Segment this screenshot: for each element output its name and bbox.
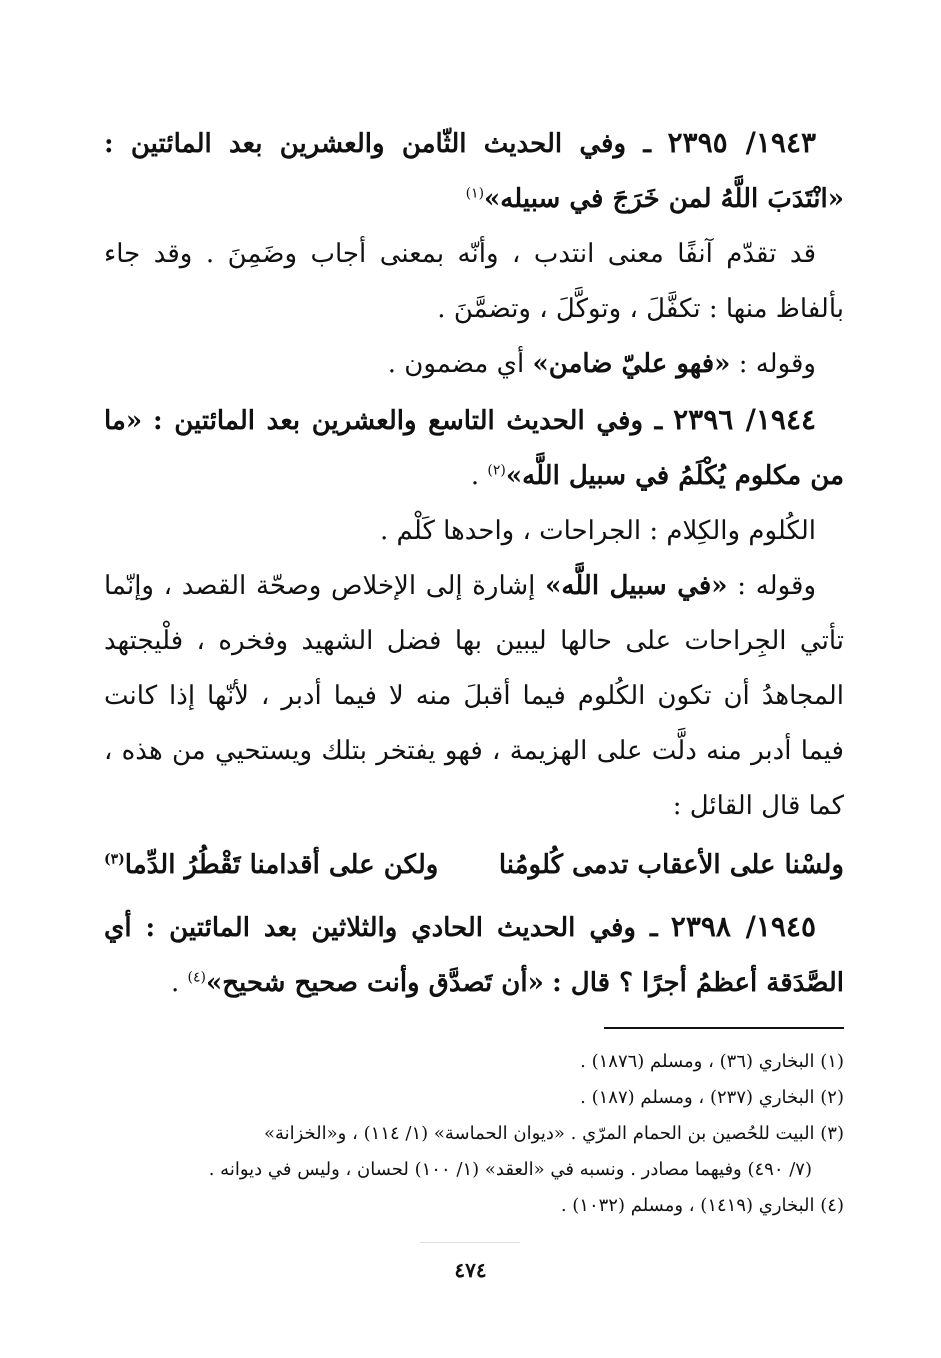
commentary-text: إشارة إلى الإخلاص وصحّة القصد ، وإنّما تأتي الجِراحات على حالها ليبين بها فضل الشهيد وفخره ، فلْيجتهد المجاهدُ أن تكون الكُلوم فيما أقبلَ منه لا فيما أدبر ، لأنّها إذا كانت فيما أدبر منه دلَّت على الهزيمة ، فهو يفتخر بتلك ويستحيي من هذه ، كما قال القائل : <box>104 571 844 821</box>
hadith-quote: «فهو عليّ ضامن» <box>532 349 731 379</box>
quote-prefix: وقوله : <box>737 571 817 601</box>
hadith-quote: «ما من مكلوم يُكْلَمُ في سبيل اللَّه» <box>104 406 844 491</box>
commentary-paragraph: قد تقدّم آنفًا معنى انتدب ، وأنّه بمعنى أجاب وضَمِنَ . وقد جاء بألفاظ منها : تكفَّلَ ، وتوكَّلَ ، وتضمَّنَ . <box>104 239 844 324</box>
verse-first-hemistich: ولسْنا على الأعقاب تدمى كُلومُنا <box>498 850 844 880</box>
footnote-3-continued: (٧/ ٤٩٠) وفيهما مصادر . ونسبه في «العقد» (١/ ١٠٠) لحسان ، وليس في ديوانه . <box>208 1159 812 1180</box>
hadith-heading: ـ وفي الحديث التاسع والعشرين بعد المائتين : <box>152 406 663 436</box>
footnote-separator <box>604 1027 844 1029</box>
hadith-number: ١٩٤٥/ ٢٣٩٨ <box>670 910 816 943</box>
verse-second-text: ولكن على أقدامنا تَقْطُرُ الدِّما <box>124 850 439 880</box>
sentence-end: . <box>171 968 180 998</box>
hadith-quote: «أن تَصدَّق وأنت صحيح شحيح» <box>206 968 544 998</box>
verse-second-hemistich <box>104 838 438 893</box>
sentence-end: . <box>470 461 480 491</box>
footnote-4: (٤) البخاري (١٤١٩) ، ومسلم (١٠٣٢) . <box>560 1195 844 1216</box>
commentary-paragraph <box>104 337 844 392</box>
hadith-paragraph-1945 <box>104 899 844 1011</box>
hadith-quote: «في سبيل اللَّه» <box>545 571 728 601</box>
footnotes <box>104 1044 844 1224</box>
hadith-quote: «انْتَدَبَ اللَّهُ لمن خَرَجَ في سبيله» <box>484 184 844 214</box>
hadith-heading: ـ وفي الحديث الثّامن والعشرين بعد المائتين : <box>104 129 651 159</box>
hadith-number: ١٩٤٤/ ٢٣٩٦ <box>673 403 817 436</box>
poetry-verse <box>104 838 844 893</box>
page-number: ٤٧٤ <box>454 1258 487 1282</box>
footnote-2: (٢) البخاري (٢٣٧) ، ومسلم (١٨٧) . <box>580 1087 844 1108</box>
commentary-paragraph <box>104 559 844 834</box>
hadith-paragraph-1943 <box>104 115 844 227</box>
footnote-1: (١) البخاري (٣٦) ، ومسلم (١٨٧٦) . <box>580 1051 844 1072</box>
hadith-heading: ـ وفي الحديث الحادي والثلاثين بعد المائتين : أي الصَّدَقة أعظمُ أجرًا ؟ قال : <box>104 913 844 998</box>
hadith-paragraph-1944 <box>104 392 844 504</box>
footnote-ref: (٢) <box>487 462 506 479</box>
commentary-paragraph: الكُلوم والكِلام : الجراحات ، واحدها كَلْم . <box>380 516 816 546</box>
footnote-ref: (١) <box>465 185 485 202</box>
footnote-ref: (٣) <box>104 851 125 868</box>
quote-suffix: أي مضمون . <box>387 349 525 379</box>
hadith-number: ١٩٤٣/ ٢٣٩٥ <box>667 126 817 159</box>
main-text <box>104 115 844 1011</box>
divider <box>420 1242 520 1243</box>
quote-prefix: وقوله : <box>738 349 816 379</box>
footnote-3: (٣) البيت للحُصين بن الحمام المرّي . «ديوان الحماسة» (١/ ١١٤) ، و«الخزانة» <box>263 1123 844 1144</box>
footnote-ref: (٤) <box>187 969 207 986</box>
